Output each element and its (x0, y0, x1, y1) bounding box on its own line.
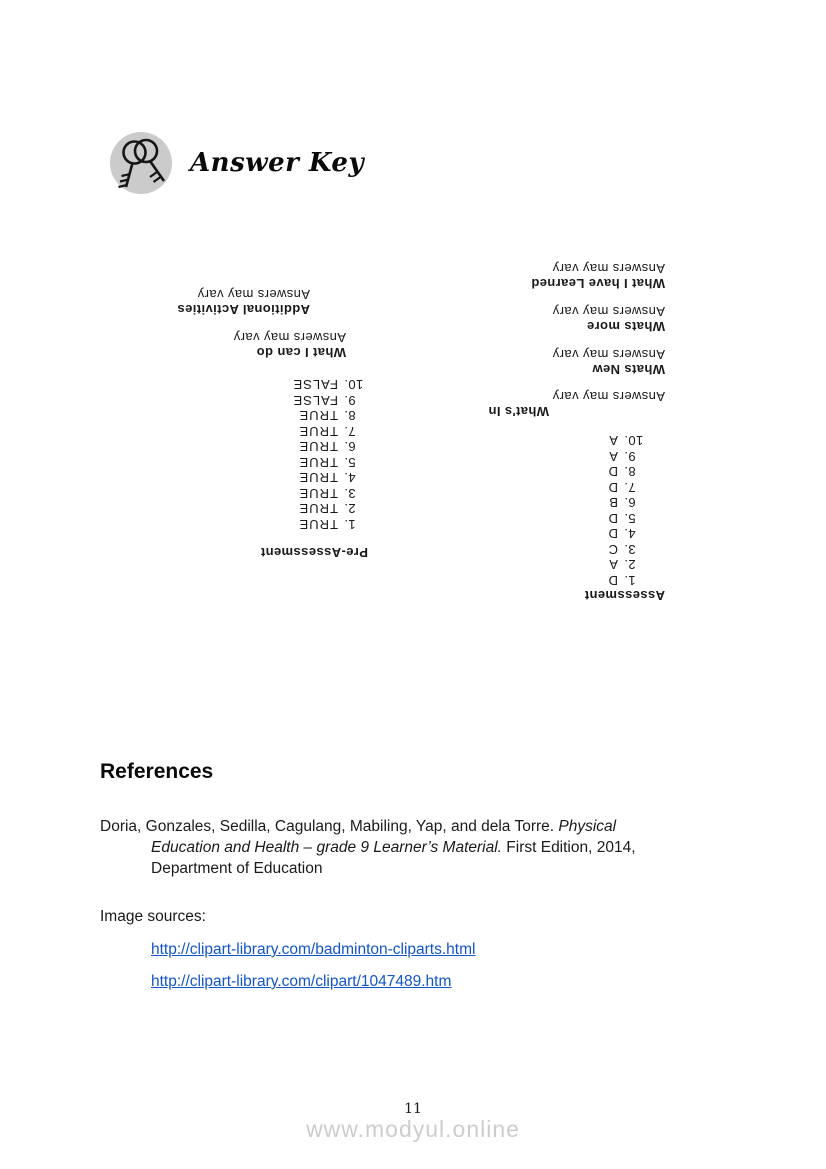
answer-row: 4. D (608, 526, 636, 542)
answer-row: 5. TRUE (298, 455, 356, 470)
assessment-answer-list (518, 433, 648, 588)
citation-line-1: Doria, Gonzales, Sedilla, Cagulang, Mabiling, Yap, and dela Torre. Physical (100, 818, 617, 835)
answer-row: 2. TRUE (298, 501, 356, 517)
source-link (151, 941, 475, 959)
references-heading: References (100, 760, 214, 783)
section-answer: Answers may vary (552, 389, 665, 404)
section-heading: Whats more (586, 319, 665, 334)
section-answer: Answers may vary (552, 261, 665, 276)
answer-row: 9. A (608, 449, 636, 464)
answer-row: 9. FALSE (292, 393, 356, 408)
section-answer: Answers may vary (233, 330, 346, 345)
answer-row: 8. TRUE (298, 408, 356, 424)
answer-row: 1. D (608, 573, 636, 588)
section-heading: Additional Activities (177, 302, 310, 317)
answer-row: 3. TRUE (298, 486, 356, 501)
citation (100, 816, 700, 879)
source-link (151, 973, 451, 991)
section-answer: Answers may vary (552, 347, 665, 362)
answer-row: 5. D (608, 511, 636, 526)
section-answer: Answers may vary (552, 304, 665, 319)
section-heading: What I have Learned (530, 276, 665, 291)
answer-row: 6. TRUE (298, 439, 356, 455)
section-what-i-have-learned (465, 261, 665, 291)
answer-row: 7. TRUE (298, 424, 356, 439)
section-what-i-can-do (146, 330, 346, 360)
answer-row: 10. A (608, 433, 644, 449)
section-additional-activities (110, 287, 310, 317)
answer-row: 2. A (608, 557, 636, 573)
section-whats-in (465, 389, 665, 419)
answer-row: 8. D (608, 464, 636, 480)
section-heading: What I can do (256, 345, 346, 360)
section-answer: Answers may vary (197, 287, 310, 302)
citation-line-3: Department of Education (151, 860, 323, 877)
pre-assessment-heading: Pre-Assessment (260, 545, 368, 560)
clipart-1047489-link[interactable]: http://clipart-library.com/clipart/1047489.htm (151, 973, 452, 990)
section-heading: What's In (488, 404, 549, 419)
watermark: www.modyul.online (306, 1116, 520, 1142)
answer-row: 10. FALSE (292, 377, 364, 393)
page-number: 11 (404, 1101, 422, 1117)
pre-assessment-answer-list (238, 377, 368, 532)
image-sources-label: Image sources: (100, 908, 206, 925)
section-heading: Whats New (592, 362, 665, 377)
section-whats-more (465, 304, 665, 334)
badminton-cliparts-link[interactable]: http://clipart-library.com/badminton-cliparts.html (151, 941, 476, 958)
section-whats-new (465, 347, 665, 377)
answer-row: 6. B (608, 495, 636, 511)
answer-row: 1. TRUE (298, 517, 356, 532)
answer-row: 3. C (608, 542, 636, 557)
keys-icon (110, 132, 172, 194)
answer-row: 4. TRUE (298, 470, 356, 486)
assessment-heading: Assessment (584, 588, 665, 603)
citation-line-2: Education and Health – grade 9 Learner’s Material. First Edition, 2014, (151, 839, 636, 856)
page-title: Answer Key (190, 148, 365, 178)
answer-row: 7. D (608, 480, 636, 495)
